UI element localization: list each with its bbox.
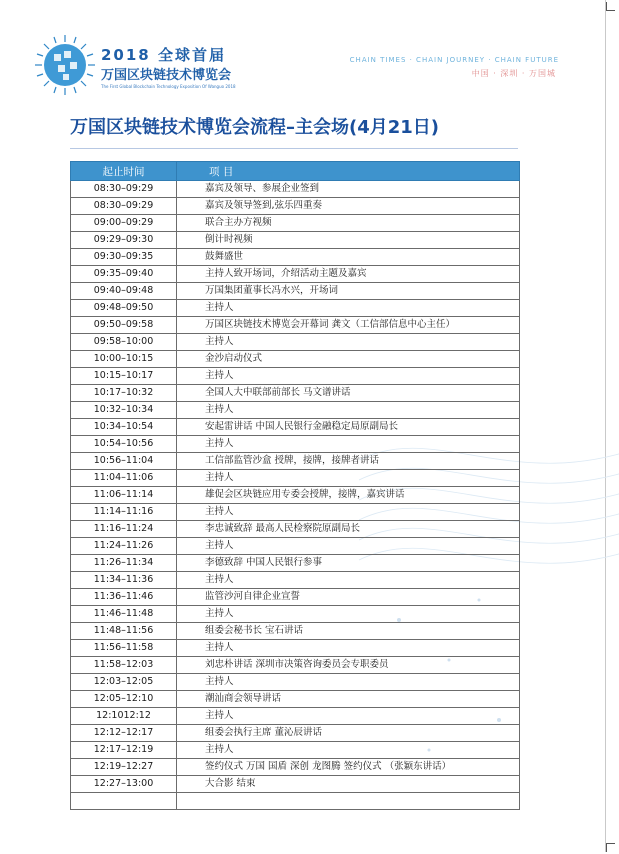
slogan-chinese: 中国 · 深圳 · 万国城 [471, 69, 556, 78]
time-cell: 11:24–11:26 [71, 538, 177, 555]
time-cell: 12:05–12:10 [71, 691, 177, 708]
item-cell: 刘忠朴讲话 深圳市决策咨询委员会专职委员 [177, 657, 520, 674]
item-cell: 签约仪式 万国 国盾 深创 龙图腾 签约仪式 （张颖东讲话） [177, 759, 520, 776]
table-row [71, 249, 520, 266]
time-cell: 08:30–09:29 [71, 198, 177, 215]
item-cell: 潮汕商会领导讲话 [177, 691, 520, 708]
item-cell: 联合主办方视频 [177, 215, 520, 232]
table-row [71, 487, 520, 504]
time-cell: 12:03–12:05 [71, 674, 177, 691]
table-row [71, 555, 520, 572]
table-row [71, 691, 520, 708]
item-cell: 主持人 [177, 300, 520, 317]
table-row [71, 623, 520, 640]
item-cell: 主持人 [177, 368, 520, 385]
time-cell: 09:35–09:40 [71, 266, 177, 283]
schedule-body [71, 181, 520, 810]
table-row [71, 181, 520, 198]
table-row [71, 759, 520, 776]
time-cell: 12:17–12:19 [71, 742, 177, 759]
header-item: 项 目 [177, 162, 520, 181]
time-cell: 11:14–11:16 [71, 504, 177, 521]
item-cell: 组委会执行主席 董沁辰讲话 [177, 725, 520, 742]
item-cell: 万国集团董事长冯水兴，开场词 [177, 283, 520, 300]
time-cell: 09:00–09:29 [71, 215, 177, 232]
logo-year-text: 2018 全球首届 [101, 46, 226, 64]
time-cell: 10:00–10:15 [71, 351, 177, 368]
time-cell: 11:48–11:56 [71, 623, 177, 640]
item-cell: 嘉宾及领导、参展企业签到 [177, 181, 520, 198]
time-cell: 12:27–13:00 [71, 776, 177, 793]
item-cell: 李德致辞 中国人民银行参事 [177, 555, 520, 572]
page-title: 万国区块链技术博览会流程–主会场(4月21日) [70, 117, 440, 138]
item-cell: 安起雷讲话 中国人民银行金融稳定局原副局长 [177, 419, 520, 436]
table-row [71, 521, 520, 538]
table-row [71, 572, 520, 589]
item-cell: 主持人 [177, 538, 520, 555]
table-row [71, 708, 520, 725]
table-row [71, 589, 520, 606]
item-cell: 李忠诚致辞 最高人民检察院原副局长 [177, 521, 520, 538]
time-cell: 09:40–09:48 [71, 283, 177, 300]
item-cell: 全国人大中联部前部长 马文谱讲话 [177, 385, 520, 402]
header-time: 起止时间 [71, 162, 177, 181]
table-row [71, 470, 520, 487]
table-row [71, 300, 520, 317]
item-cell: 主持人 [177, 640, 520, 657]
item-cell: 大合影 结束 [177, 776, 520, 793]
table-row [71, 215, 520, 232]
table-row [71, 368, 520, 385]
table-row [71, 351, 520, 368]
item-cell [177, 793, 520, 810]
item-cell: 主持人 [177, 402, 520, 419]
time-cell: 12:12–12:17 [71, 725, 177, 742]
table-row [71, 725, 520, 742]
table-row [71, 402, 520, 419]
table-row [71, 453, 520, 470]
time-cell: 08:30–09:29 [71, 181, 177, 198]
time-cell: 09:29–09:30 [71, 232, 177, 249]
logo-english-text: The First Global Blockchain Technology Exposition Of Wanguo 2018 [101, 84, 236, 89]
slogan-english: CHAIN TIMES · CHAIN JOURNEY · CHAIN FUTURE [349, 56, 559, 64]
table-row [71, 538, 520, 555]
crop-mark-top-right [606, 2, 615, 11]
time-cell: 11:34–11:36 [71, 572, 177, 589]
table-row [71, 742, 520, 759]
table-row [71, 317, 520, 334]
crop-mark-bottom-right [606, 843, 615, 852]
time-cell: 10:54–10:56 [71, 436, 177, 453]
item-cell: 主持人 [177, 674, 520, 691]
time-cell: 11:06–11:14 [71, 487, 177, 504]
title-divider [70, 148, 518, 149]
time-cell: 10:56–11:04 [71, 453, 177, 470]
time-cell: 11:26–11:34 [71, 555, 177, 572]
item-cell: 鼓舞盛世 [177, 249, 520, 266]
time-cell: 12:1012:12 [71, 708, 177, 725]
time-cell: 09:30–09:35 [71, 249, 177, 266]
item-cell: 主持人 [177, 504, 520, 521]
item-cell: 主持人 [177, 470, 520, 487]
table-row [71, 419, 520, 436]
time-cell: 10:34–10:54 [71, 419, 177, 436]
time-cell: 09:48–09:50 [71, 300, 177, 317]
time-cell: 10:32–10:34 [71, 402, 177, 419]
time-cell: 11:36–11:46 [71, 589, 177, 606]
table-row [71, 606, 520, 623]
item-cell: 主持人 [177, 572, 520, 589]
item-cell: 主持人 [177, 606, 520, 623]
item-cell: 监管沙河自律企业宣誓 [177, 589, 520, 606]
item-cell: 金沙启动仪式 [177, 351, 520, 368]
time-cell: 10:15–10:17 [71, 368, 177, 385]
table-row [71, 232, 520, 249]
table-row [71, 504, 520, 521]
time-cell: 11:16–11:24 [71, 521, 177, 538]
time-cell: 11:58–12:03 [71, 657, 177, 674]
item-cell: 主持人 [177, 742, 520, 759]
time-cell: 10:17–10:32 [71, 385, 177, 402]
time-cell: 11:56–11:58 [71, 640, 177, 657]
time-cell: 12:19–12:27 [71, 759, 177, 776]
item-cell: 组委会秘书长 宝石讲话 [177, 623, 520, 640]
table-row [71, 793, 520, 810]
table-row [71, 266, 520, 283]
table-row [71, 776, 520, 793]
item-cell: 主持人致开场词，介绍活动主题及嘉宾 [177, 266, 520, 283]
schedule-table [70, 161, 520, 810]
time-cell: 11:46–11:48 [71, 606, 177, 623]
item-cell: 万国区块链技术博览会开幕词 龚文（工信部信息中心主任） [177, 317, 520, 334]
item-cell: 雄促会区块链应用专委会授牌，接牌，嘉宾讲话 [177, 487, 520, 504]
table-row [71, 674, 520, 691]
table-row [71, 657, 520, 674]
table-row [71, 283, 520, 300]
time-cell: 11:04–11:06 [71, 470, 177, 487]
item-cell: 主持人 [177, 436, 520, 453]
table-row [71, 436, 520, 453]
time-cell: 09:50–09:58 [71, 317, 177, 334]
time-cell: 09:58–10:00 [71, 334, 177, 351]
table-header-row [71, 162, 520, 181]
table-row [71, 334, 520, 351]
item-cell: 嘉宾及领导签到,弦乐四重奏 [177, 198, 520, 215]
table-row [71, 640, 520, 657]
table-row [71, 385, 520, 402]
logo-name-text: 万国区块链技术博览会 [101, 68, 232, 83]
table-row [71, 198, 520, 215]
item-cell: 工信部监管沙盒 授牌，接牌，接牌者讲话 [177, 453, 520, 470]
item-cell: 主持人 [177, 708, 520, 725]
time-cell [71, 793, 177, 810]
expo-logo-icon [34, 34, 96, 96]
item-cell: 倒计时视频 [177, 232, 520, 249]
item-cell: 主持人 [177, 334, 520, 351]
